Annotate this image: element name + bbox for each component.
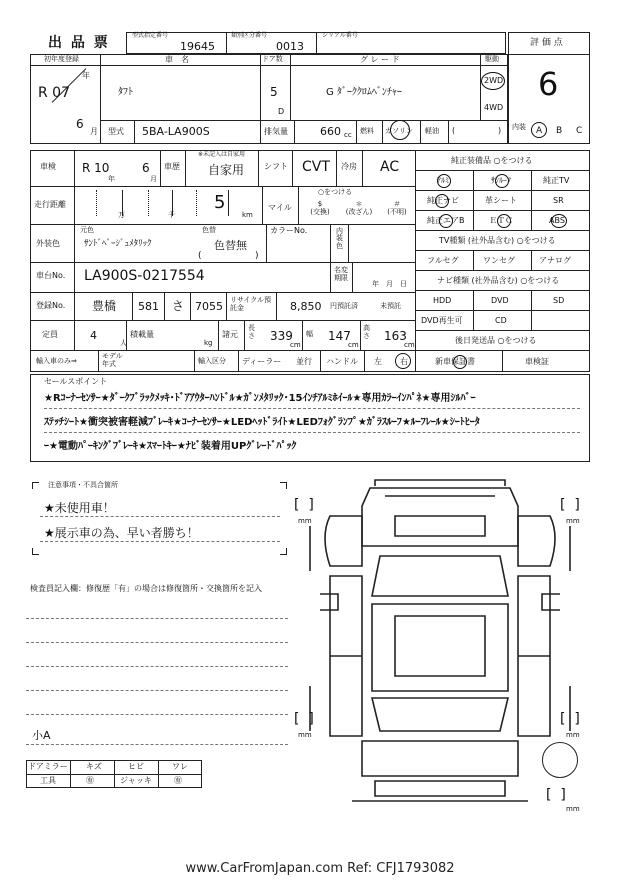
dealer-label: ディーラー [242,357,282,366]
tire-bracket-rl: [ ] [294,711,314,727]
interior-c: C [576,126,583,136]
first-reg-era: R 07 [38,85,70,101]
check-jack: ジャッキ [120,776,152,785]
notes-label: 注意事項・不具合箇所 [48,481,118,489]
tv-analog: アナログ [539,256,571,265]
interior-color-label: 内装色 [336,227,343,250]
inspector-label: 検査員記入欄：修復歴「有」の場合は修復箇所・交換箇所を記入 [30,584,262,593]
tire-mm-rl: mm [298,731,312,739]
navi-hdd: HDD [433,296,452,305]
tire-mm-fl: mm [298,517,312,525]
check-hibi: ヒビ [128,762,144,771]
notes-line-1: ★未使用車！ [44,501,115,515]
meter-unknown: ＃ (不明) [387,200,407,217]
repaint-label: 色替 [202,226,216,234]
sen-mark: 千 [168,211,175,219]
light-oil-label: 軽油 [425,127,439,135]
meter-tamper: ＊ (改ざん) [345,200,373,217]
len-value: 339 [270,329,293,343]
interior-label: 内装 [512,123,526,131]
vin-label: 車台No. [36,271,66,280]
shift-label: シフト [264,162,288,171]
recycle-label: リサイクル預託金 [230,296,272,313]
name-label: 車 名 [165,55,189,64]
sunroof-circle [495,174,509,188]
notes-line-2: ★展示車の為、早い者勝ち！ [44,526,199,540]
tire-bracket-spare: [ ] [546,787,566,803]
vin-value: LA900S-0217554 [84,268,205,284]
man-mark: 万 [118,211,125,219]
kata-label: 型式指定番号 [132,32,169,39]
import-label: 輸入車のみ⇒ [36,357,77,365]
equipment-panel [415,150,590,350]
load-unit: kg [204,339,213,347]
sales-line-1: ★Rｺｰﾅｰｾﾝｻｰ★ﾀﾞｰｸﾌﾞﾗｯｸﾒｯｷ･ﾄﾞｱｱｳﾀｰﾊﾝﾄﾞﾙ★ｶﾞﾝﾒﾀﾘｯｸ･15ｲﾝﾁｱﾙﾐﾎｲｰﾙ★専用ｶﾗｰｲﾝﾊﾟﾈ★専用ｼﾙﾊﾞｰ [44,393,476,404]
equip-abs: ABS [549,216,565,225]
equip-sr: SR [553,196,564,205]
etc-circle [497,214,511,228]
disp-label: 排気量 [264,127,288,136]
use-value: 自家用 [208,163,245,177]
serial-label: シリアル番号 [322,32,358,39]
drive-circle [481,72,505,90]
mileage-label: 走行距離 [34,200,66,209]
km-mark: km [242,211,253,219]
check-tools-value: ㊒ [86,776,94,785]
nen-mark: 年 [82,71,90,80]
doors-label: ドア数 [262,55,283,63]
handle-label: ハンドル [326,357,358,366]
recycle-value: 8,850 [290,300,322,313]
navi-dvd-play: DVD再生可 [421,316,463,325]
model-year-label: モデル年式 [102,352,123,368]
repaint-value: 色替無 [214,239,247,252]
shaken-year: R 10 [82,161,110,175]
sales-line-2: ｽﾃｯﾁｼｰﾄ★衝突被害軽減ﾌﾞﾚｰｷ★ｺｰﾅｰｾﾝｻｰ★LEDﾍｯﾄﾞﾗｲﾄ★LEDﾌｫｸﾞﾗﾝﾌﾟ★ｶﾞﾗｽﾙｰﾌ★ﾙｰﾌﾚｰﾙ★ｼｰﾄﾋｰﾀ [44,417,480,428]
sheet-title: 出 品 票 [48,35,110,51]
plate-city: 豊橋 [92,299,117,313]
grade-value: G ﾀﾞｰｸｸﾛﾑﾍﾞﾝﾁｬｰ [326,87,402,98]
warranty-circle [453,355,467,369]
check-doormirror: ドアミラー [28,762,68,771]
wid-value: 147 [328,329,351,343]
tv-oneseg: ワンセグ [483,256,515,265]
tv-title: TV種類 (社外品含む) ○をつける [439,236,556,245]
mileage-value: 5 [214,192,226,213]
use-label: 車歴 [164,162,180,171]
inspector-note: 小A [32,729,51,742]
abs-circle [551,214,567,228]
orig-color-label: 元色 [80,226,94,234]
check-jack-value: ㊒ [174,776,182,785]
interior-circle [531,122,547,138]
dims-label: 諸元 [222,330,238,339]
fuel-value: ガソリン [385,127,413,135]
plate-class: 581 [138,300,159,313]
recycle-status: 円預託済 [330,302,358,310]
right-label: 右 [400,357,408,366]
grade-label: グ レ ー ド [360,55,400,64]
color-label: 外装色 [36,239,60,248]
navi-cd: CD [495,316,507,325]
parallel-label: 並行 [296,357,312,366]
check-tools: 工具 [40,776,56,785]
score-value: 6 [538,65,559,103]
tire-mm-rr: mm [566,731,580,739]
name-change-ymd: 年 月 日 [372,280,407,288]
later-row [415,350,590,372]
equip-airbag: 純正エアB [427,216,465,225]
capacity-label: 定員 [42,330,58,339]
disp-unit: cc [344,131,352,139]
check-kizu: キズ [86,762,102,771]
hgt-value: 163 [384,329,407,343]
later-shakensho: 車検証 [525,357,549,366]
ac-label: 冷房 [341,162,357,171]
plate-kana: さ [172,299,185,313]
recycle-alt: 未預託 [380,302,401,310]
shaken-label: 車検 [40,162,56,171]
meter-exchange: $ (交換) [310,200,330,217]
fuel-circle [390,120,410,140]
load-label: 積載量 [130,330,154,339]
equip-alumi: ｱﾙﾐ [437,176,449,185]
plate-label: 登録No. [36,301,66,310]
drive-2wd: 2WD [484,76,504,85]
name-value: ﾀﾌﾄ [118,87,133,98]
doors-value: 5 [270,85,278,99]
tv-fullseg: フルセグ [427,256,459,265]
fuel-label: 燃料 [360,127,374,135]
use-note: ※未記入は自家用 [198,151,246,158]
model-value: 5BA-LA900S [142,125,210,138]
navi-dvd: DVD [491,296,509,305]
shaken-tsuki: 月 [150,175,157,183]
len-label: 長さ [248,324,255,340]
navi-sd: SD [553,296,565,305]
capacity-unit: 人 [120,339,127,347]
model-label: 型式 [108,127,124,136]
later-title: 後日発送品 ○をつける [455,336,537,345]
genuine-title: 純正装備品 ○をつける [451,156,533,165]
navi-circle [435,194,449,208]
mile-label: マイル [268,203,292,212]
hgt-label: 高さ [363,324,370,340]
import-type-label: 輸入区分 [198,357,226,365]
interior-a: A [536,126,543,136]
left-label: 左 [374,357,382,366]
first-reg-label: 初年度登録 [44,55,79,63]
tire-mm-fr: mm [566,517,580,525]
check-ware: ワレ [172,762,188,771]
ruibetsu-label: 類別区分番号 [231,32,268,39]
sales-line-3: ｰ★電動ﾊﾟｰｷﾝｸﾞﾌﾞﾚｰｷ★ｽﾏｰﾄｷｰ★ﾅﾋﾞ装着用UPｸﾞﾚｰﾄﾞﾊﾟｯｸ [44,441,297,452]
tsuki-mark: 月 [90,127,98,136]
drive-label: 駆動 [485,55,499,63]
colorno-label: カラーNo. [270,226,308,235]
circle-note: ○をつける [318,188,353,196]
tire-mm-spare: mm [566,805,580,813]
doors-type: D [278,107,285,116]
spare-tire-icon [542,742,578,778]
equip-tv: 純正TV [543,176,570,185]
airbag-circle [439,214,453,228]
disp-value: 660 [320,125,341,138]
sales-label: セールスポイント [44,377,108,386]
equip-etc: ＥＴＣ [489,216,513,225]
shaken-nen: 年 [108,175,115,183]
shift-value: CVT [302,159,330,175]
first-reg-month: 6 [76,117,84,131]
equip-sunroof: ｻﾝﾙｰﾌ [491,176,511,185]
equip-navi: 純正ナビ [427,196,459,205]
name-change-label: 名変期限 [334,266,348,283]
shaken-month: 6 [142,161,150,175]
hgt-unit: cm [404,341,415,349]
kata-value: 19645 [180,40,215,53]
orig-color-value: ｻﾝﾄﾞﾍﾞｰｼﾞｭﾒﾀﾘｯｸ [84,239,152,249]
handle-circle [395,353,411,369]
drive-4wd: 4WD [484,103,504,112]
tire-bracket-rr: [ ] [560,711,580,727]
later-warranty: 新車保証書 [435,357,475,366]
tire-bracket-fr: [ ] [560,497,580,513]
interior-b: B [556,126,563,136]
score-label: 評 価 点 [530,38,563,48]
equip-leather: 革シート [485,196,517,205]
capacity-value: 4 [90,329,97,342]
navi-title: ナビ種類 (社外品含む) ○をつける [437,276,560,285]
ruibetsu-value: 0013 [276,40,304,53]
len-unit: cm [290,341,301,349]
tire-bracket-fl: [ ] [294,497,314,513]
alumi-circle [437,174,451,188]
plate-num: 7055 [195,300,223,313]
wid-label: 幅 [306,330,313,338]
wid-unit: cm [348,341,359,349]
watermark: www.CarFromJapan.com Ref: CFJ1793082 [185,861,455,876]
ac-value: AC [380,159,400,175]
